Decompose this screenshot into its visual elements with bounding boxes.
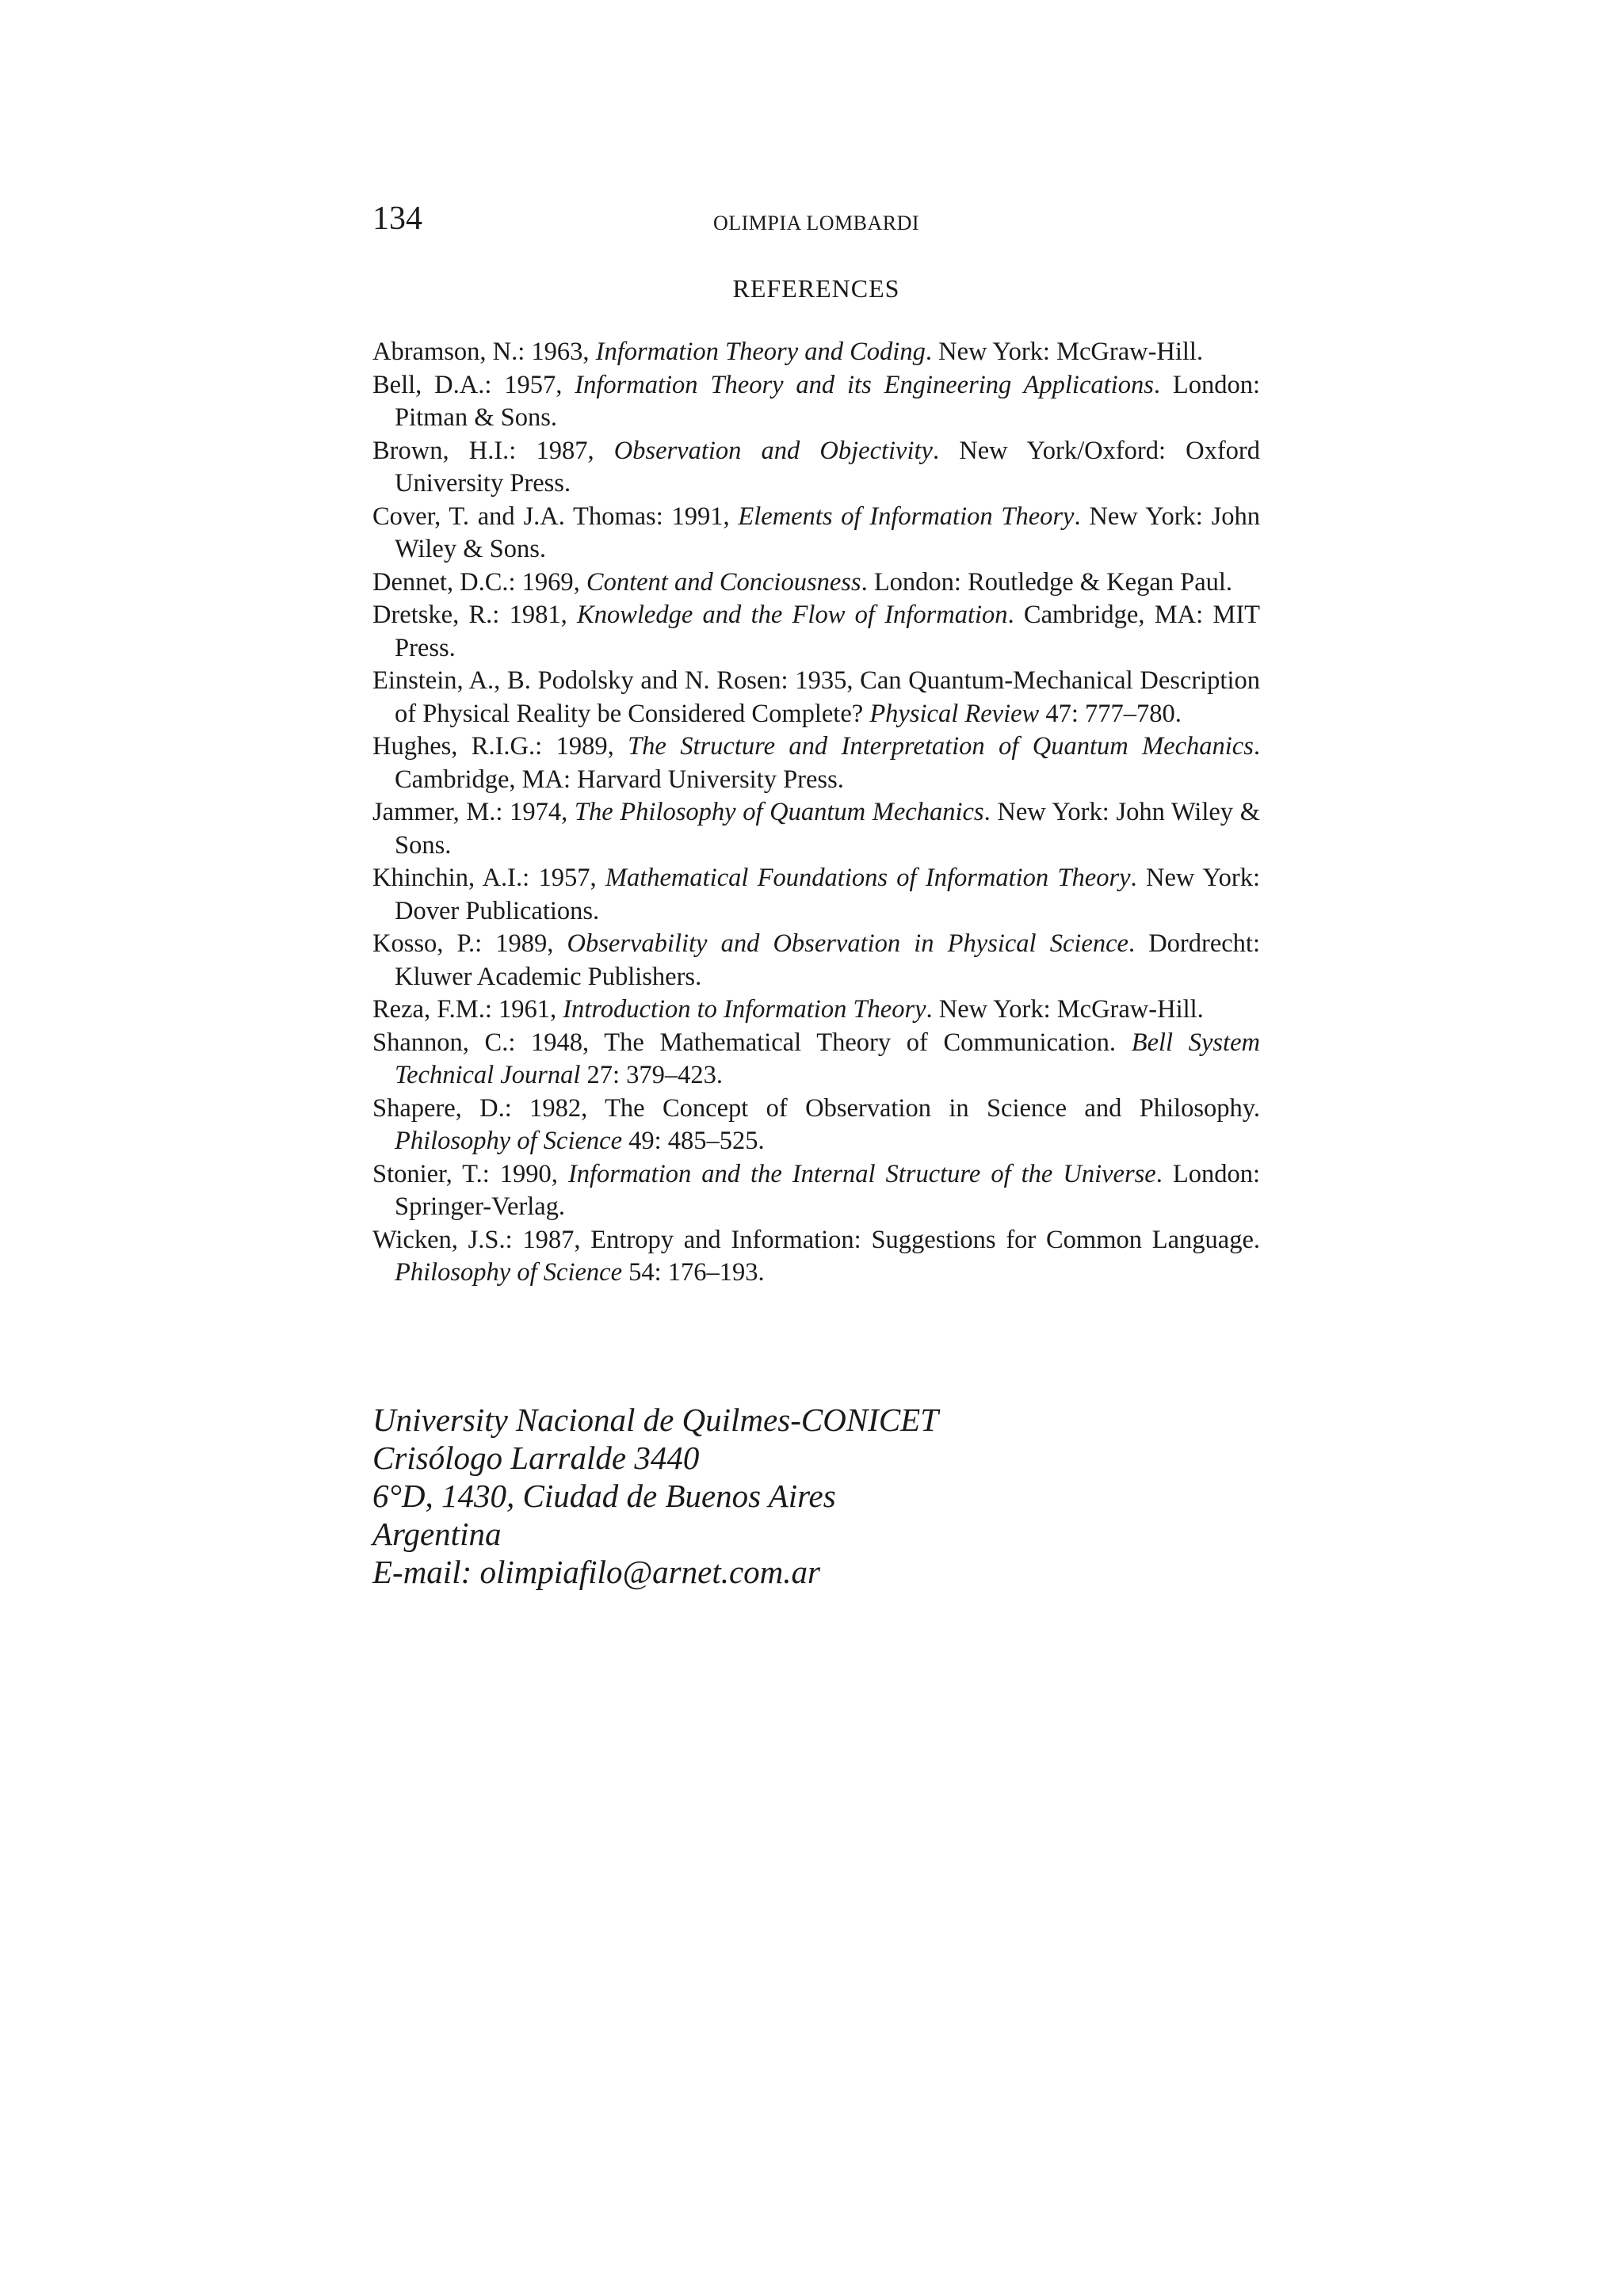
running-head: OLIMPIA LOMBARDI <box>712 212 920 235</box>
reference-entry: Shapere, D.: 1982, The Concept of Observation in Science and Philosophy. Philosophy of Science 49: 485–525. <box>372 1093 1260 1155</box>
reference-entry: Brown, H.I.: 1987, Observation and Objectivity. New York/Oxford: Oxford University Press. <box>372 436 1260 498</box>
address-street: Crisólogo Larralde 3440 <box>372 1440 700 1476</box>
reference-list <box>372 336 1260 1290</box>
references-heading: REFERENCES <box>732 274 900 303</box>
reference-entry: Hughes, R.I.G.: 1989, The Structure and Interpretation of Quantum Mechanics. Cambridge, MA: Harvard University Press. <box>372 732 1261 794</box>
reference-entry: Abramson, N.: 1963, Information Theory and Coding. New York: McGraw-Hill. <box>372 338 1204 366</box>
address-country: Argentina <box>372 1516 502 1552</box>
address-city: 6°D, 1430, Ciudad de Buenos Aires <box>372 1478 836 1514</box>
reference-entry: Dennet, D.C.: 1969, Content and Conciousness. London: Routledge & Kegan Paul. <box>372 567 1233 597</box>
reference-entry: Stonier, T.: 1990, Information and the Internal Structure of the Universe. London: Springer-Verlag. <box>372 1159 1260 1221</box>
reference-entry: Jammer, M.: 1974, The Philosophy of Quantum Mechanics. New York: John Wiley & Sons. <box>372 798 1260 860</box>
author-address <box>372 1401 1260 1591</box>
reference-entry: Cover, T. and J.A. Thomas: 1991, Elements of Information Theory. New York: John Wiley & Sons. <box>372 502 1260 563</box>
reference-entry: Wicken, J.S.: 1987, Entropy and Information: Suggestions for Common Language. Philosophy of Science 54: 176–193. <box>372 1225 1260 1287</box>
reference-entry: Einstein, A., B. Podolsky and N. Rosen: 1935, Can Quantum-Mechanical Description of Physical Reality be Considered Complete? Physical Review 47: 777–780. <box>372 666 1260 728</box>
address-email: E-mail: olimpiafilo@arnet.com.ar <box>372 1554 820 1590</box>
reference-entry: Bell, D.A.: 1957, Information Theory and its Engineering Applications. London: Pitman & Sons. <box>372 370 1260 432</box>
reference-entry: Reza, F.M.: 1961, Introduction to Information Theory. New York: McGraw-Hill. <box>372 995 1204 1024</box>
reference-entry: Shannon, C.: 1948, The Mathematical Theory of Communication. Bell System Technical Journal 27: 379–423. <box>372 1028 1260 1089</box>
page-number: 134 <box>372 200 422 237</box>
reference-entry: Khinchin, A.I.: 1957, Mathematical Foundations of Information Theory. New York: Dover Publications. <box>372 864 1261 925</box>
reference-entry: Dretske, R.: 1981, Knowledge and the Flow of Information. Cambridge, MA: MIT Press. <box>372 601 1261 662</box>
reference-entry: Kosso, P.: 1989, Observability and Observation in Physical Science. Dordrecht: Kluwer Academic Publishers. <box>372 929 1260 991</box>
address-institution: University Nacional de Quilmes-CONICET <box>372 1402 939 1438</box>
